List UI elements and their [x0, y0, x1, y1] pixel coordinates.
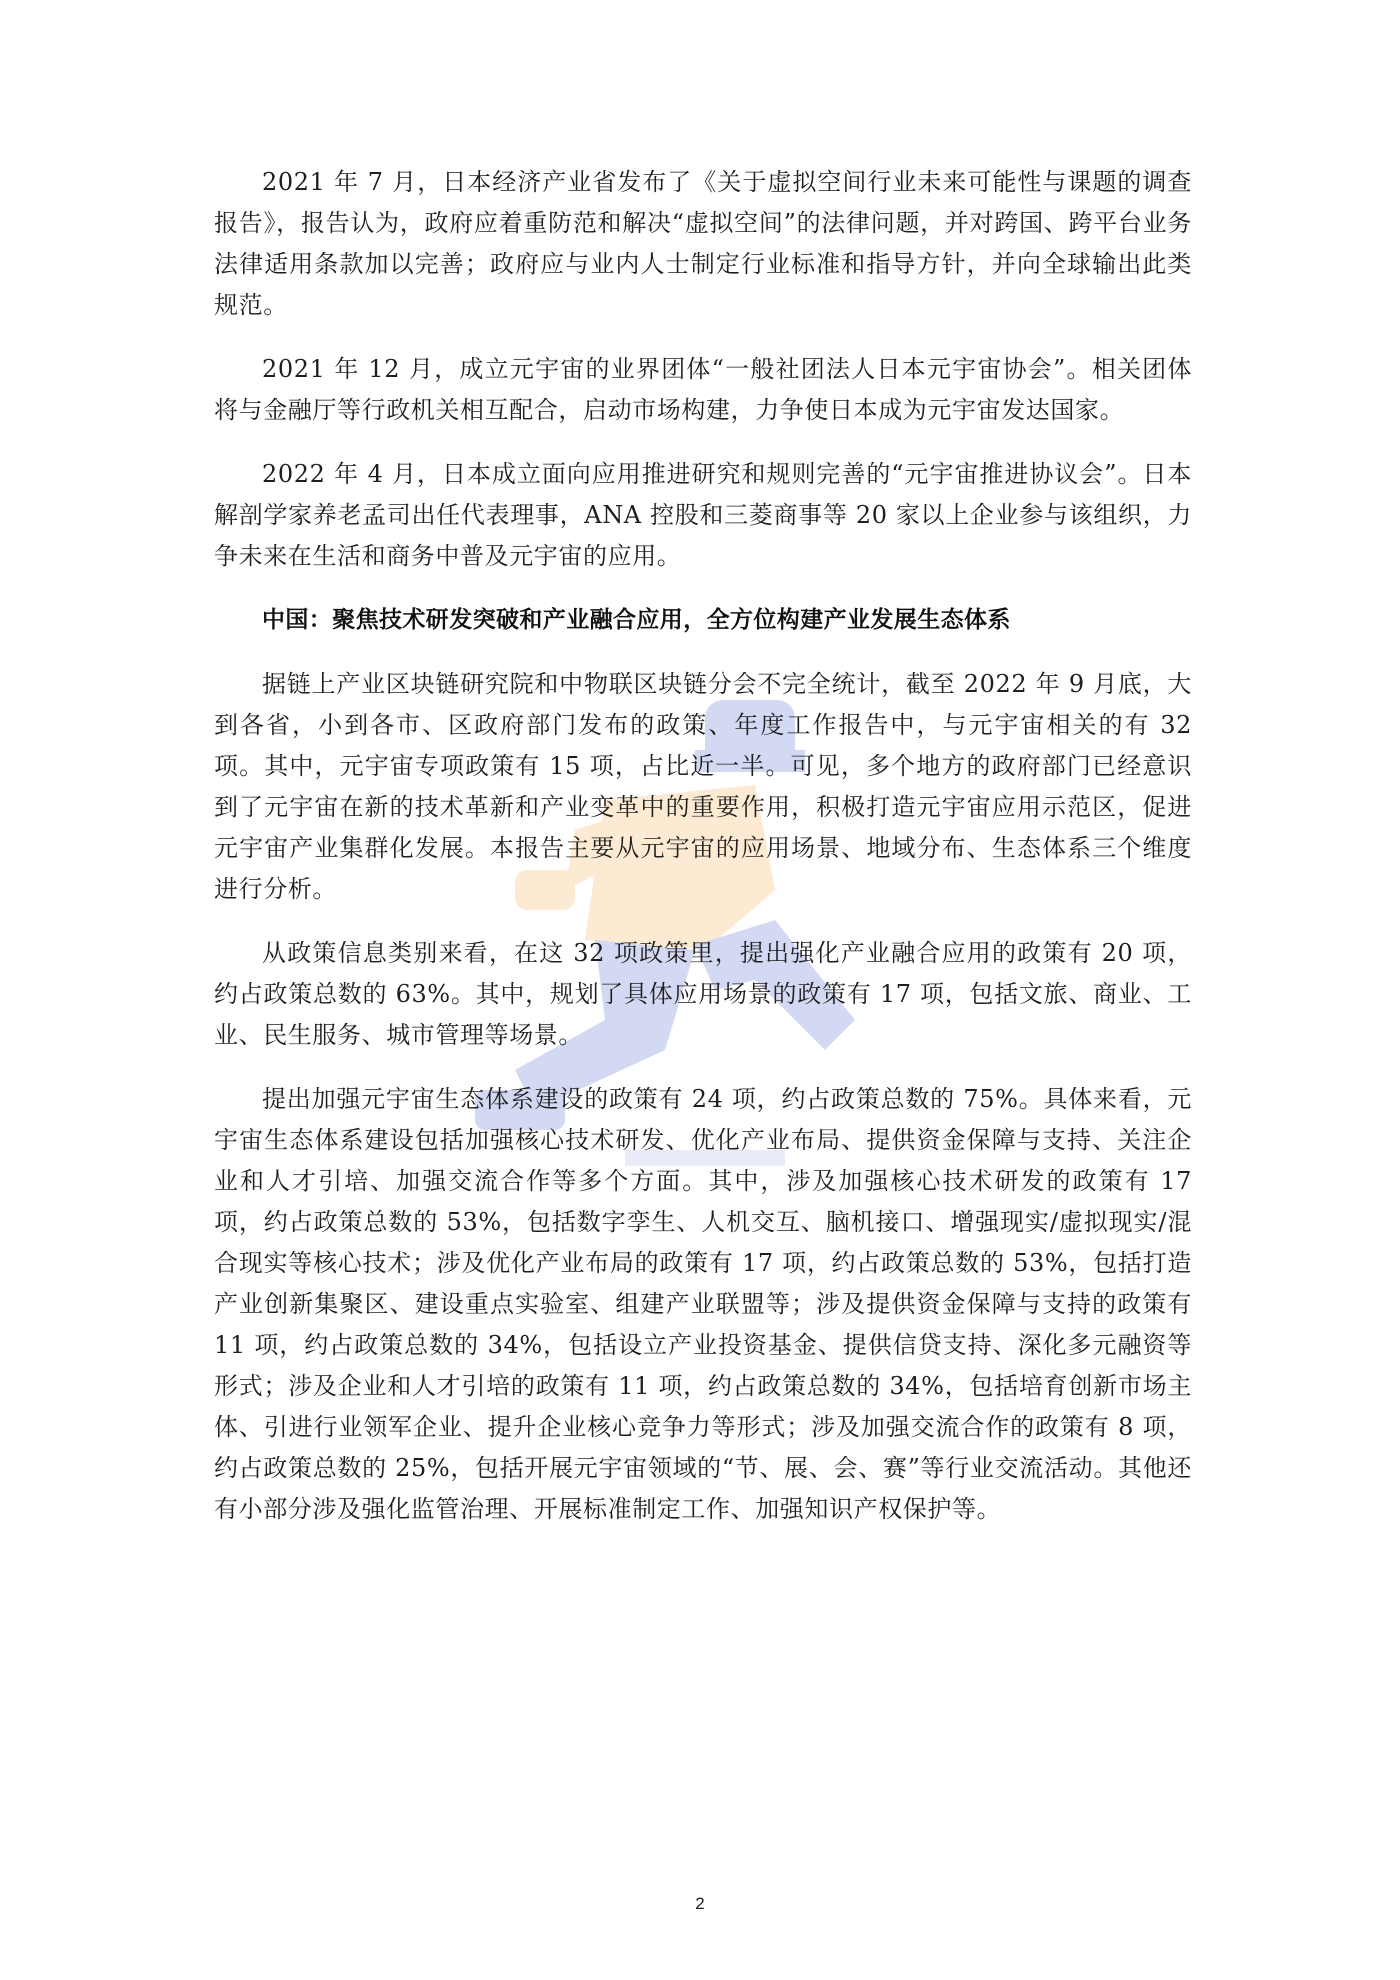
section-heading-china: 中国：聚焦技术研发突破和产业融合应用，全方位构建产业发展生态体系 — [262, 607, 1011, 633]
paragraph-japan-2022-04: 2022 年 4 月，日本成立面向应用推进研究和规则完善的“元宇宙推进协议会”。日本解剖学家养老孟司出任代表理事，ANA 控股和三菱商事等 20 家以上企业参与该组织，力争未来在生活和商务中普及元宇宙的应用。 — [214, 460, 1192, 570]
page-number: 2 — [695, 1894, 705, 1913]
paragraph-china-statistics: 据链上产业区块链研究院和中物联区块链分会不完全统计，截至 2022 年 9 月底，大到各省，小到各市、区政府部门发布的政策、年度工作报告中，与元宇宙相关的有 32 项。其中，元宇宙专项政策有 15 项，占比近一半。可见，多个地方的政府部门已经意识到了元宇宙在新的技术革新和产业变革中的重要作用，积极打造元宇宙应用示范区，促进元宇宙产业集群化发展。本报告主要从元宇宙的应用场景、地域分布、生态体系三个维度进行分析。 — [214, 670, 1192, 903]
paragraph-ecosystem-policies: 提出加强元宇宙生态体系建设的政策有 24 项，约占政策总数的 75%。具体来看，元宇宙生态体系建设包括加强核心技术研发、优化产业布局、提供资金保障与支持、关注企业和人才引培、加强交流合作等多个方面。其中，涉及加强核心技术研发的政策有 17 项，约占政策总数的 53%，包括数字孪生、人机交互、脑机接口、增强现实/虚拟现实/混合现实等核心技术；涉及优化产业布局的政策有 17 项，约占政策总数的 53%，包括打造产业创新集聚区、建设重点实验室、组建产业联盟等；涉及提供资金保障与支持的政策有 11 项，约占政策总数的 34%，包括设立产业投资基金、提供信贷支持、深化多元融资等形式；涉及企业和人才引培的政策有 11 项，约占政策总数的 34%，包括培育创新市场主体、引进行业领军企业、提升企业核心竞争力等形式；涉及加强交流合作的政策有 8 项，约占政策总数的 25%，包括开展元宇宙领域的“节、展、会、赛”等行业交流活动。其他还有小部分涉及强化监管治理、开展标准制定工作、加强知识产权保护等。 — [214, 1085, 1192, 1523]
paragraph-policy-categories: 从政策信息类别来看，在这 32 项政策里，提出强化产业融合应用的政策有 20 项，约占政策总数的 63%。其中，规划了具体应用场景的政策有 17 项，包括文旅、商业、工业、民生服务、城市管理等场景。 — [214, 939, 1192, 1049]
paragraph-japan-2021-07: 2021 年 7 月，日本经济产业省发布了《关于虚拟空间行业未来可能性与课题的调查报告》，报告认为，政府应着重防范和解决“虚拟空间”的法律问题，并对跨国、跨平台业务法律适用条款加以完善；政府应与业内人士制定行业标准和指导方针，并向全球输出此类规范。 — [214, 168, 1192, 319]
document-body — [214, 162, 1192, 1553]
paragraph-japan-2021-12: 2021 年 12 月，成立元宇宙的业界团体“一般社团法人日本元宇宙协会”。相关团体将与金融厅等行政机关相互配合，启动市场构建，力争使日本成为元宇宙发达国家。 — [214, 355, 1192, 424]
